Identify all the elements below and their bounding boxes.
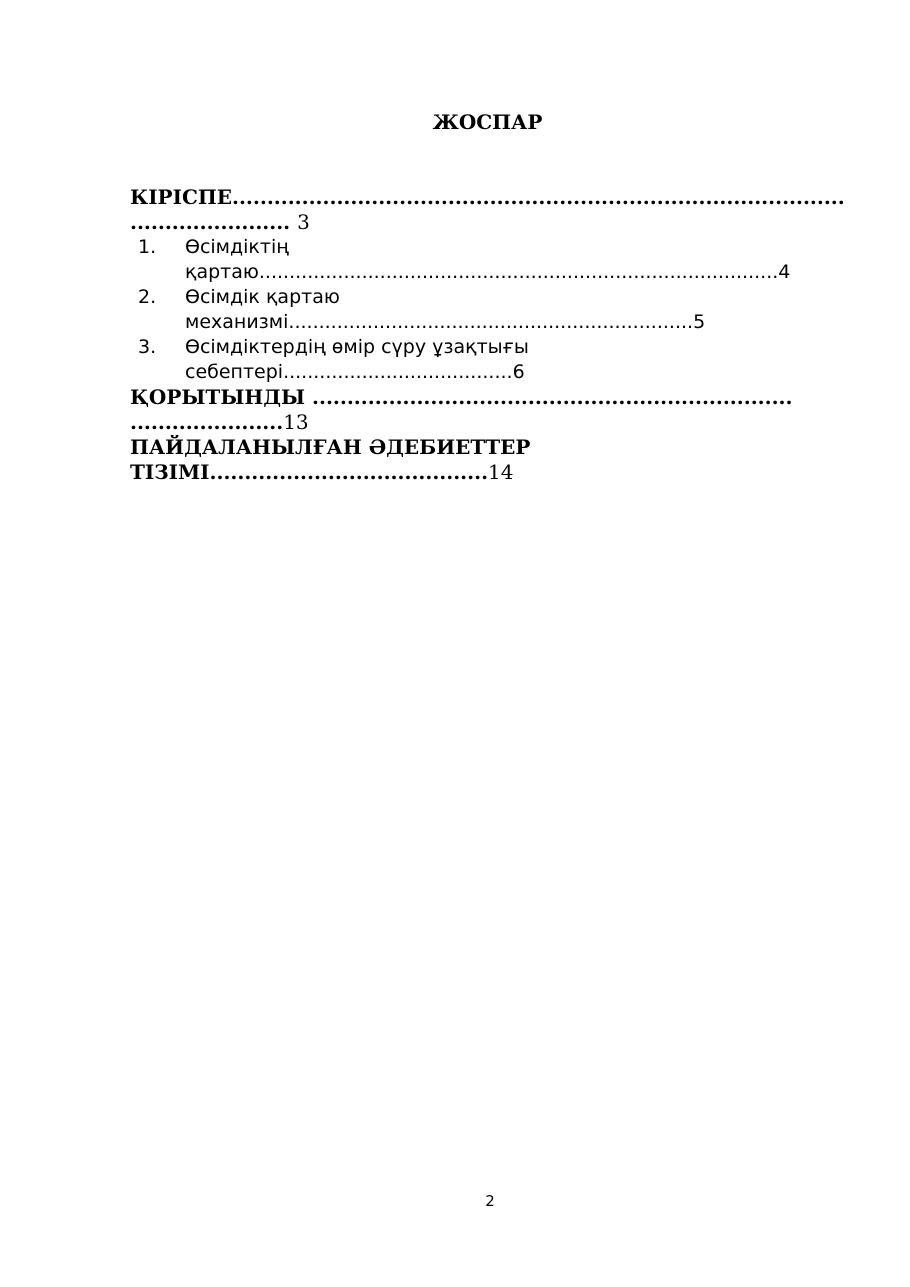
toc-intro-label: КІРІСПЕ: [130, 185, 232, 209]
toc-item-title: Өсімдік қартаю: [185, 286, 340, 308]
toc-intro-line-2: [130, 210, 845, 235]
toc-intro-line-1: [130, 185, 845, 210]
toc-item-title-cont: механизмі...................................................................5: [185, 311, 706, 333]
toc-conclusion-leader: .....................................................................: [305, 385, 793, 409]
toc-item-page: 6: [512, 361, 525, 383]
toc-item-title-cont: қартаю......................................................................................4: [185, 261, 791, 283]
toc-intro-page: 3: [297, 210, 310, 234]
toc-conclusion-page: 13: [283, 410, 309, 434]
toc-conclusion-leader-2: ......................: [130, 410, 284, 434]
toc-item-page: 5: [693, 311, 706, 333]
toc-item-2: [130, 285, 845, 335]
toc-item-number: 2.: [138, 286, 157, 308]
table-of-contents: [130, 185, 845, 485]
toc-intro-leader-2: .......................: [130, 210, 291, 234]
toc-conclusion-line-2: [130, 410, 845, 435]
toc-conclusion-line-1: [130, 385, 845, 410]
toc-item-leader: ......................................: [283, 361, 513, 383]
page-title: ЖОСПАР: [432, 110, 543, 134]
toc-item-number: 3.: [138, 336, 157, 358]
toc-references-page: 14: [488, 460, 514, 484]
toc-item-1: [130, 235, 845, 285]
toc-item-leader: ......................................................................................: [258, 261, 779, 283]
toc-references-line-2: [130, 460, 845, 485]
toc-intro-leader: ........................................................................................: [232, 185, 845, 209]
toc-item-number: 1.: [138, 236, 157, 258]
toc-item-title-cont: себептері......................................6: [185, 361, 525, 383]
toc-item-page: 4: [778, 261, 791, 283]
toc-conclusion-label: ҚОРЫТЫНДЫ: [130, 385, 306, 409]
toc-references-leader: ........................................: [209, 460, 489, 484]
toc-references-line-1: ПАЙДАЛАНЫЛҒАН ӘДЕБИЕТТЕР: [130, 435, 531, 459]
toc-item-3: [130, 335, 845, 385]
toc-item-leader: ...................................................................: [288, 311, 694, 333]
toc-references-label: ТІЗІМІ: [130, 460, 210, 484]
page-number: 2: [485, 1192, 495, 1210]
toc-item-title: Өсімдіктердің өмір сүру ұзақтығы: [185, 336, 529, 358]
toc-item-title: Өсімдіктің: [185, 236, 289, 258]
